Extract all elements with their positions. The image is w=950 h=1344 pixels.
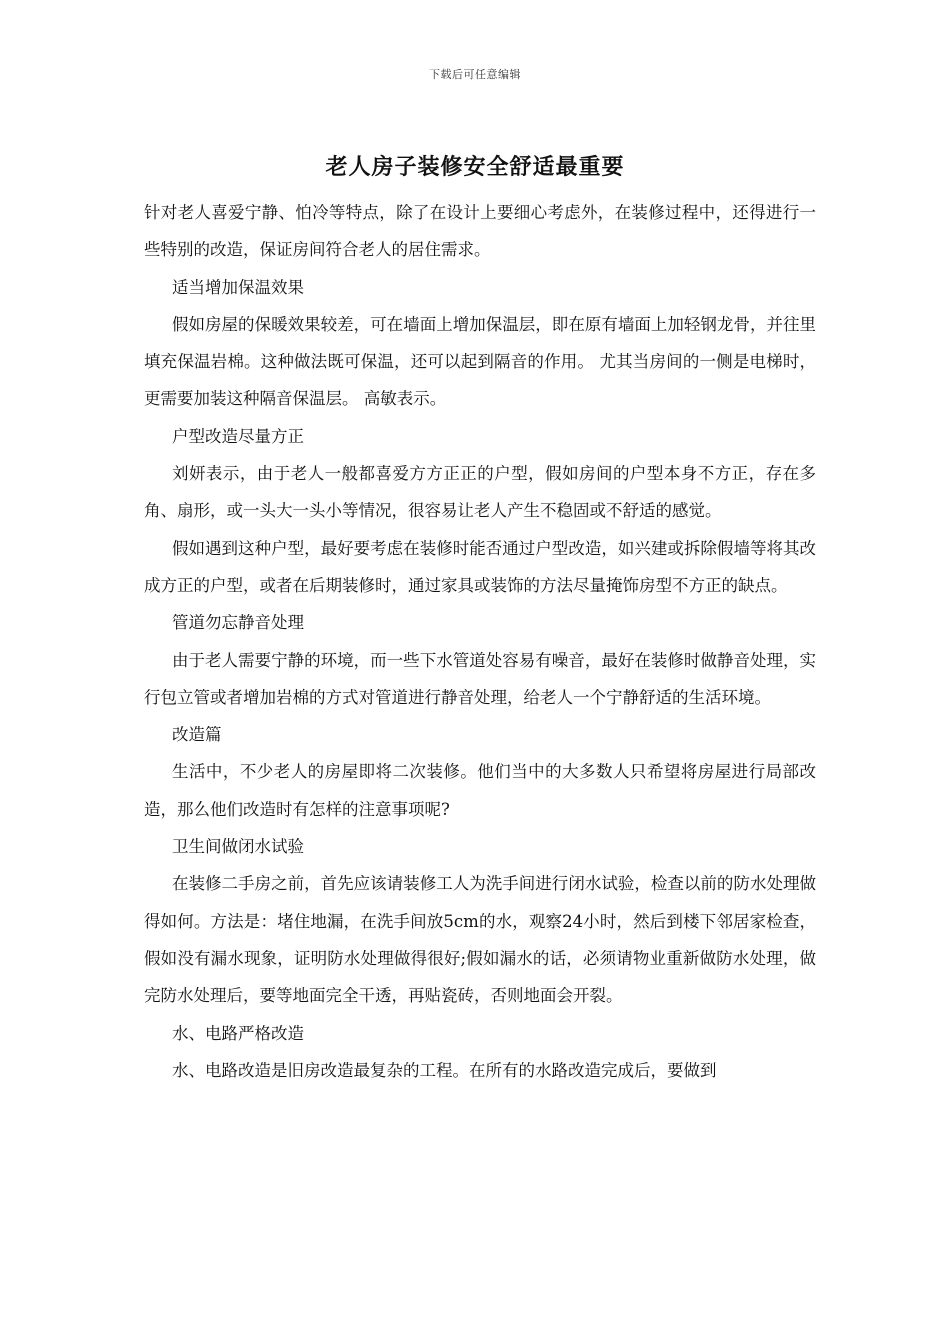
- paragraph-layout-2: 假如遇到这种户型，最好要考虑在装修时能否通过户型改造，如兴建或拆除假墙等将其改成方正的户型，或者在后期装修时，通过家具或装饰的方法尽量掩饰房型不方正的缺点。: [144, 538, 816, 595]
- paragraph-pipes: 由于老人需要宁静的环境，而一些下水管道处容易有噪音，最好在装修时做静音处理，实行包立管或者增加岩棉的方式对管道进行静音处理，给老人一个宁静舒适的生活环境。: [144, 650, 816, 707]
- section-heading-renovation: 改造篇: [172, 725, 222, 745]
- section-heading-plumbing-electrical: 水、电路严格改造: [172, 1023, 304, 1043]
- document-body: [144, 194, 816, 1089]
- paragraph-renovation: 生活中，不少老人的房屋即将二次装修。他们当中的大多数人只希望将房屋进行局部改造，那么他们改造时有怎样的注意事项呢?: [144, 762, 816, 819]
- section-heading-bathroom: 卫生间做闭水试验: [172, 837, 304, 857]
- document-title: 老人房子装修安全舒适最重要: [325, 154, 625, 180]
- paragraph-layout-1: 刘妍表示，由于老人一般都喜爱方方正正的户型，假如房间的户型本身不方正，存在多角、扇形，或一头大一头小等情况，很容易让老人产生不稳固或不舒适的感觉。: [144, 464, 816, 521]
- section-heading-insulation: 适当增加保温效果: [172, 277, 304, 297]
- paragraph-plumbing-electrical: 水、电路改造是旧房改造最复杂的工程。在所有的水路改造完成后，要做到: [172, 1060, 717, 1080]
- section-heading-pipes: 管道勿忘静音处理: [172, 613, 304, 633]
- paragraph-bathroom: 在装修二手房之前，首先应该请装修工人为洗手间进行闭水试验，检查以前的防水处理做得如何。方法是：堵住地漏，在洗手间放5cm的水，观察24小时，然后到楼下邻居家检查，假如没有漏水现象，证明防水处理做得很好;假如漏水的话，必须请物业重新做防水处理，做完防水处理后，要等地面完全干透，再贴瓷砖，否则地面会开裂。: [144, 874, 816, 1006]
- page-header-note: 下载后可任意编辑: [429, 68, 521, 81]
- paragraph-insulation: 假如房屋的保暖效果较差，可在墙面上增加保温层，即在原有墙面上加轻钢龙骨，并往里填充保温岩棉。这种做法既可保温，还可以起到隔音的作用。 尤其当房间的一侧是电梯时，更需要加装这种隔音保温层。 高敏表示。: [144, 314, 816, 409]
- section-heading-layout: 户型改造尽量方正: [172, 426, 304, 446]
- intro-paragraph: 针对老人喜爱宁静、怕冷等特点，除了在设计上要细心考虑外，在装修过程中，还得进行一些特别的改造，保证房间符合老人的居住需求。: [144, 203, 816, 260]
